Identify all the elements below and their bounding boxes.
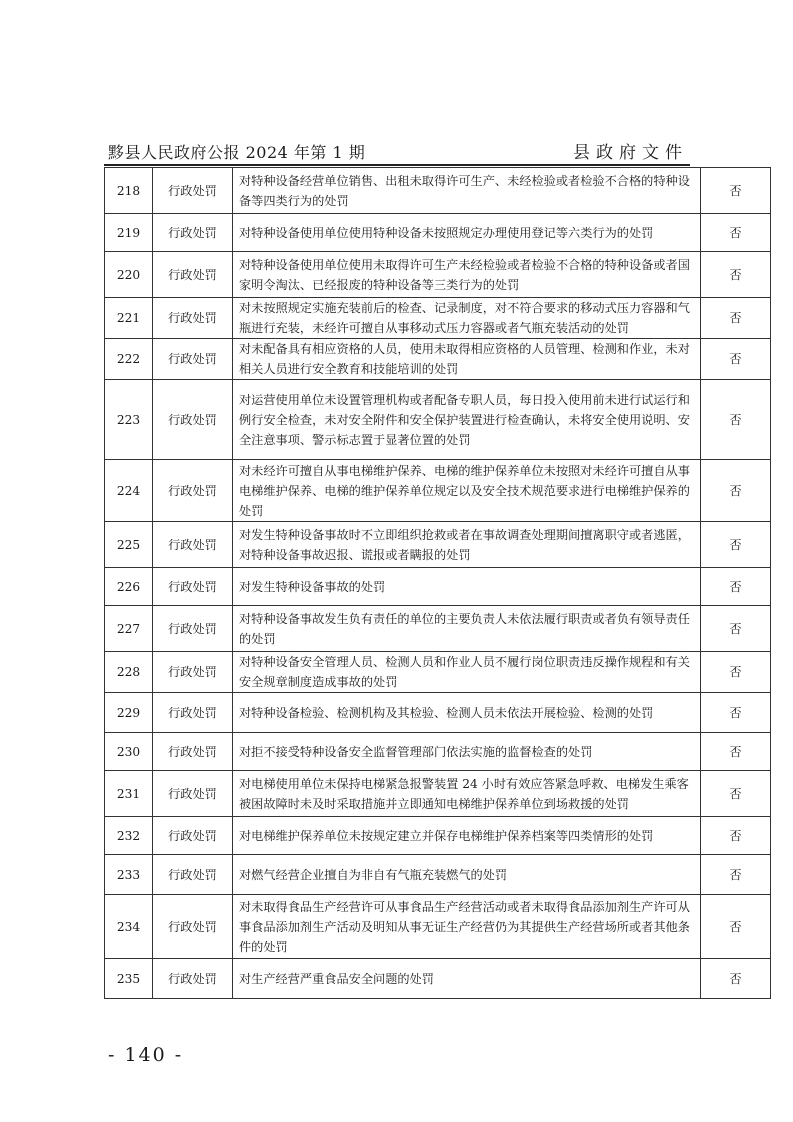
- page-number: - 140 -: [108, 1044, 184, 1066]
- row-number: 225: [105, 522, 153, 568]
- row-category: 行政处罚: [153, 380, 233, 460]
- row-number: 227: [105, 606, 153, 652]
- row-description: 对未配备具有相应资格的人员，使用未取得相应资格的人员管理、检测和作业，未对相关人员进行安全教育和技能培训的处罚: [233, 339, 701, 380]
- row-number: 233: [105, 855, 153, 895]
- table-row: [105, 771, 771, 817]
- row-number: 221: [105, 298, 153, 339]
- row-category: 行政处罚: [153, 771, 233, 817]
- row-category: 行政处罚: [153, 817, 233, 855]
- table-row: [105, 693, 771, 733]
- row-flag: 否: [701, 771, 771, 817]
- row-flag: 否: [701, 380, 771, 460]
- row-flag: 否: [701, 855, 771, 895]
- row-description: 对拒不接受特种设备安全监督管理部门依法实施的监督检查的处罚: [233, 733, 701, 771]
- table-row: [105, 855, 771, 895]
- row-number: 229: [105, 693, 153, 733]
- row-description: 对特种设备检验、检测机构及其检验、检测人员未依法开展检验、检测的处罚: [233, 693, 701, 733]
- table-row: [105, 959, 771, 999]
- penalty-table: [104, 167, 771, 999]
- table-row: [105, 252, 771, 298]
- row-category: 行政处罚: [153, 855, 233, 895]
- table-row: [105, 460, 771, 522]
- row-description: 对特种设备事故发生负有责任的单位的主要负责人未依法履行职责或者负有领导责任的处罚: [233, 606, 701, 652]
- table-row: [105, 380, 771, 460]
- row-number: 222: [105, 339, 153, 380]
- row-number: 230: [105, 733, 153, 771]
- row-flag: 否: [701, 606, 771, 652]
- row-category: 行政处罚: [153, 214, 233, 252]
- table-row: [105, 214, 771, 252]
- row-number: 228: [105, 652, 153, 693]
- row-number: 232: [105, 817, 153, 855]
- row-flag: 否: [701, 252, 771, 298]
- row-description: 对发生特种设备事故的处罚: [233, 568, 701, 606]
- publication-title: 黟县人民政府公报 2024 年第 1 期: [108, 143, 366, 162]
- section-title: 县政府文件: [573, 143, 688, 163]
- row-number: 231: [105, 771, 153, 817]
- row-category: 行政处罚: [153, 339, 233, 380]
- table-body: [105, 168, 771, 999]
- row-flag: 否: [701, 652, 771, 693]
- page-header: [108, 139, 688, 163]
- row-category: 行政处罚: [153, 895, 233, 959]
- row-number: 226: [105, 568, 153, 606]
- row-number: 224: [105, 460, 153, 522]
- row-category: 行政处罚: [153, 460, 233, 522]
- table-row: [105, 568, 771, 606]
- row-flag: 否: [701, 522, 771, 568]
- row-flag: 否: [701, 568, 771, 606]
- table-row: [105, 817, 771, 855]
- row-category: 行政处罚: [153, 568, 233, 606]
- row-category: 行政处罚: [153, 652, 233, 693]
- row-number: 219: [105, 214, 153, 252]
- row-category: 行政处罚: [153, 168, 233, 214]
- table-row: [105, 733, 771, 771]
- row-category: 行政处罚: [153, 252, 233, 298]
- row-flag: 否: [701, 460, 771, 522]
- row-flag: 否: [701, 959, 771, 999]
- row-number: 223: [105, 380, 153, 460]
- row-number: 220: [105, 252, 153, 298]
- row-description: 对生产经营严重食品安全问题的处罚: [233, 959, 701, 999]
- row-category: 行政处罚: [153, 606, 233, 652]
- row-flag: 否: [701, 733, 771, 771]
- row-category: 行政处罚: [153, 693, 233, 733]
- table-row: [105, 168, 771, 214]
- row-description: 对电梯维护保养单位未按规定建立并保存电梯维护保养档案等四类情形的处罚: [233, 817, 701, 855]
- row-number: 235: [105, 959, 153, 999]
- row-description: 对电梯使用单位未保持电梯紧急报警装置 24 小时有效应答紧急呼救、电梯发生乘客被困故障时未及时采取措施并立即通知电梯维护保养单位到场救援的处罚: [233, 771, 701, 817]
- row-description: 对燃气经营企业擅自为非自有气瓶充装燃气的处罚: [233, 855, 701, 895]
- row-flag: 否: [701, 214, 771, 252]
- table-row: [105, 652, 771, 693]
- row-description: 对发生特种设备事故时不立即组织抢救或者在事故调查处理期间擅离职守或者逃匿，对特种设备事故迟报、谎报或者瞒报的处罚: [233, 522, 701, 568]
- table-row: [105, 895, 771, 959]
- row-description: 对运营使用单位未设置管理机构或者配备专职人员，每日投入使用前未进行试运行和例行安全检查，未对安全附件和安全保护装置进行检查确认，未将安全使用说明、安全注意事项、警示标志置于显著位置的处罚: [233, 380, 701, 460]
- table-row: [105, 606, 771, 652]
- row-flag: 否: [701, 895, 771, 959]
- row-category: 行政处罚: [153, 522, 233, 568]
- row-flag: 否: [701, 817, 771, 855]
- row-category: 行政处罚: [153, 733, 233, 771]
- row-description: 对特种设备安全管理人员、检测人员和作业人员不履行岗位职责违反操作规程和有关安全规章制度造成事故的处罚: [233, 652, 701, 693]
- table-row: [105, 522, 771, 568]
- row-description: 对未经许可擅自从事电梯维护保养、电梯的维护保养单位未按照对未经许可擅自从事电梯维护保养、电梯的维护保养单位规定以及安全技术规范要求进行电梯维护保养的处罚: [233, 460, 701, 522]
- row-description: 对特种设备经营单位销售、出租未取得许可生产、未经检验或者检验不合格的特种设备等四类行为的处罚: [233, 168, 701, 214]
- row-flag: 否: [701, 168, 771, 214]
- row-category: 行政处罚: [153, 959, 233, 999]
- row-category: 行政处罚: [153, 298, 233, 339]
- row-flag: 否: [701, 693, 771, 733]
- table-row: [105, 298, 771, 339]
- row-description: 对特种设备使用单位使用特种设备未按照规定办理使用登记等六类行为的处罚: [233, 214, 701, 252]
- row-flag: 否: [701, 298, 771, 339]
- row-description: 对未取得食品生产经营许可从事食品生产经营活动或者未取得食品添加剂生产许可从事食品添加剂生产活动及明知从事无证生产经营仍为其提供生产经营场所或者其他条件的处罚: [233, 895, 701, 959]
- table-row: [105, 339, 771, 380]
- row-flag: 否: [701, 339, 771, 380]
- row-description: 对未按照规定实施充装前后的检查、记录制度，对不符合要求的移动式压力容器和气瓶进行充装，未经许可擅自从事移动式压力容器或者气瓶充装活动的处罚: [233, 298, 701, 339]
- row-number: 234: [105, 895, 153, 959]
- header-rule: [104, 164, 690, 166]
- row-description: 对特种设备使用单位使用未取得许可生产未经检验或者检验不合格的特种设备或者国家明令淘汰、已经报废的特种设备等三类行为的处罚: [233, 252, 701, 298]
- row-number: 218: [105, 168, 153, 214]
